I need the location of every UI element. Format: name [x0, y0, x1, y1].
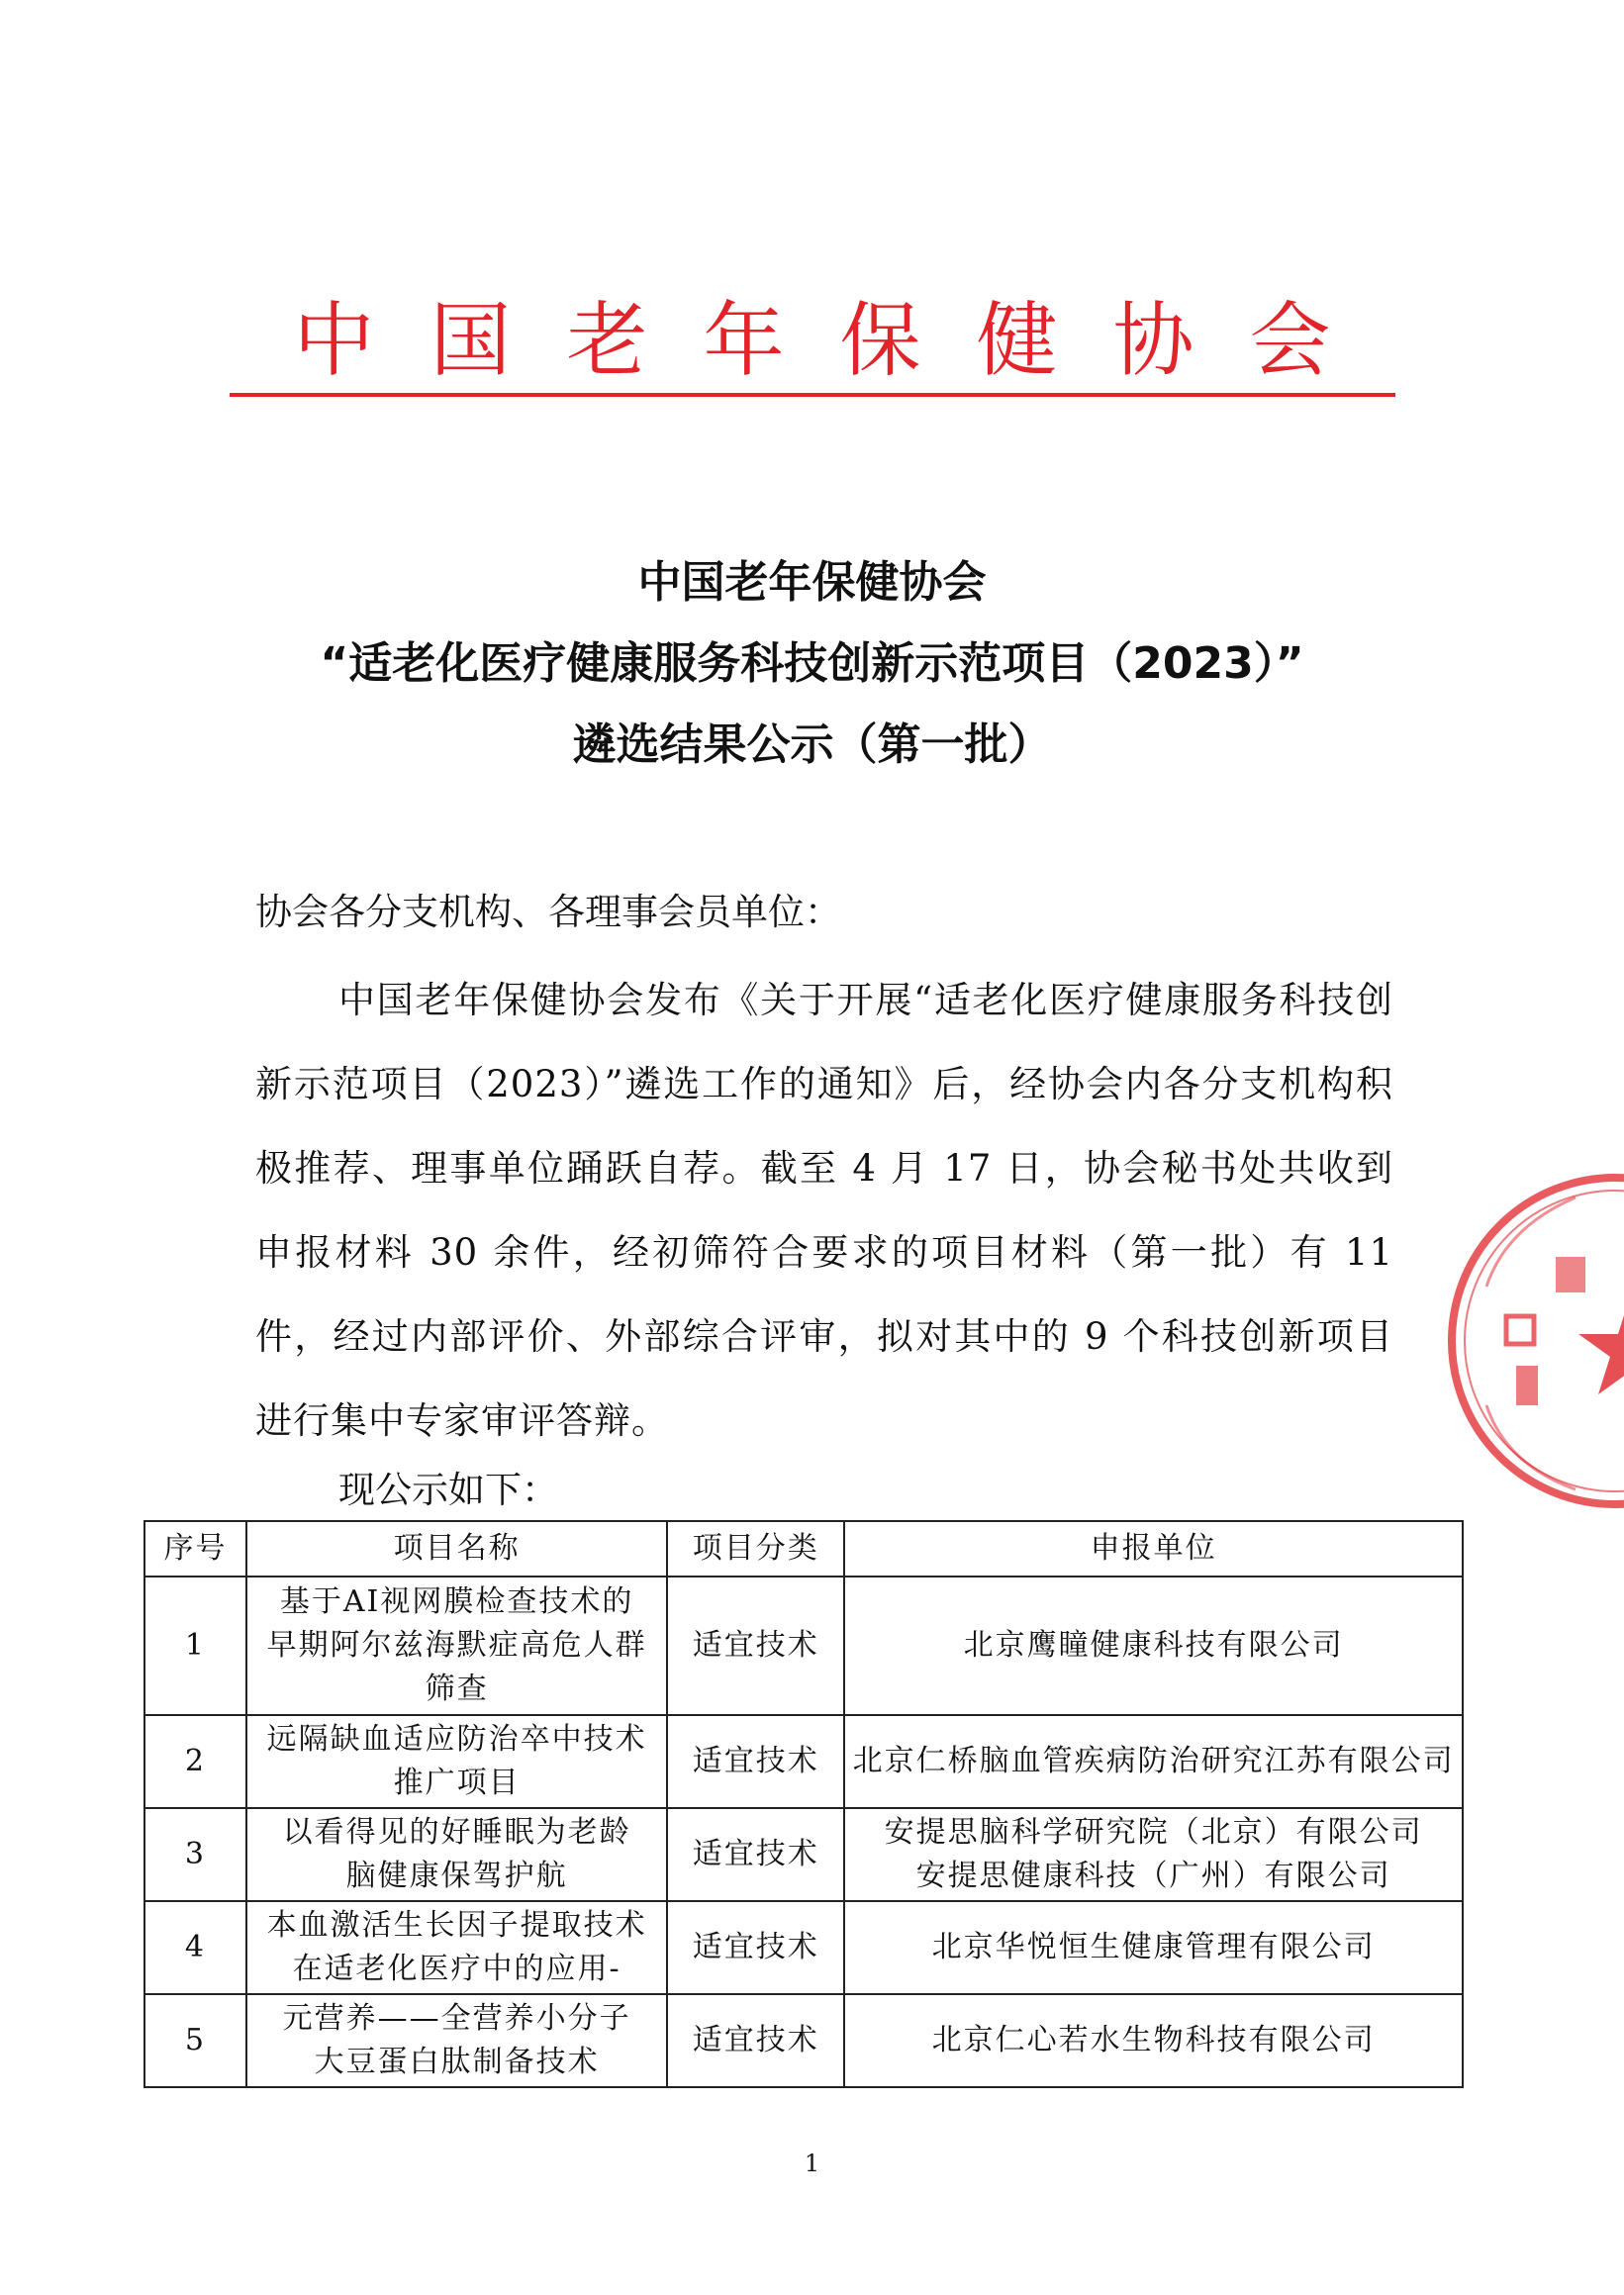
salutation: 协会各分支机构、各理事会员单位： — [255, 891, 841, 933]
cell-category: 适宜技术 — [667, 1901, 844, 1994]
cell-name-line: 远隔缺血适应防治卒中技术 — [266, 1722, 647, 1757]
cell-no: 4 — [144, 1901, 246, 1994]
cell-name-line: 元营养——全营养小分子 — [282, 2001, 631, 2036]
body-paragraph: 中国老年保健协会发布《关于开展“适老化医疗健康服务科技创新示范项目（2023）”遴选工作的通知》后，经协会内各分支机构积极推荐、理事单位踊跃自荐。截至 4 月 17 日，协会秘书处共收到申报材料 30 余件，经初筛符合要求的项目材料（第一批）有 11 件，经过内部评价、外部综合评审，拟对其中的 9 个科技创新项目进行集中专家审评答辩。 — [255, 979, 1393, 1442]
cell-unit-line: 北京仁桥脑血管疾病防治研究江苏有限公司 — [852, 1744, 1455, 1778]
cell-unit — [844, 1994, 1463, 2087]
cell-unit-line: 安提思脑科学研究院（北京）有限公司 — [884, 1815, 1423, 1850]
table-row — [144, 1577, 1463, 1715]
cell-name-line: 在适老化医疗中的应用- — [292, 1952, 621, 1986]
cell-name — [246, 1901, 667, 1994]
cell-name-line: 脑健康保驾护航 — [345, 1859, 568, 1893]
letterhead-divider — [230, 393, 1395, 397]
table-row — [144, 1994, 1463, 2087]
letterhead-org-name: 中国老年保健协会 — [293, 294, 1386, 388]
cell-name-line: 早期阿尔兹海默症高危人群 — [266, 1628, 647, 1663]
cell-category: 适宜技术 — [667, 1994, 844, 2087]
table-row — [144, 1901, 1463, 1994]
cell-no: 3 — [144, 1808, 246, 1901]
cell-unit-line: 北京仁心若水生物科技有限公司 — [931, 2023, 1376, 2057]
cell-unit — [844, 1577, 1463, 1715]
cell-unit — [844, 1715, 1463, 1808]
cell-name — [246, 1577, 667, 1715]
table-header-row — [144, 1521, 1463, 1577]
table-row — [144, 1808, 1463, 1901]
header-name: 项目名称 — [246, 1521, 667, 1577]
page-number: 1 — [804, 2150, 820, 2177]
cell-name-line: 本血激活生长因子提取技术 — [266, 1908, 647, 1943]
cell-category: 适宜技术 — [667, 1715, 844, 1808]
title-line-3: 遴选结果公示（第一批） — [572, 719, 1052, 770]
document-title — [0, 542, 1624, 786]
cell-category: 适宜技术 — [667, 1577, 844, 1715]
cell-no: 1 — [144, 1577, 246, 1715]
header-category: 项目分类 — [667, 1521, 844, 1577]
cell-unit — [844, 1808, 1463, 1901]
project-table — [143, 1520, 1464, 2088]
header-unit: 申报单位 — [844, 1521, 1463, 1577]
cell-no: 5 — [144, 1994, 246, 2087]
cell-name-line: 推广项目 — [393, 1766, 521, 1800]
cell-category: 适宜技术 — [667, 1808, 844, 1901]
table-row — [144, 1715, 1463, 1808]
title-line-1: 中国老年保健协会 — [637, 557, 987, 608]
title-line-2: “适老化医疗健康服务科技创新示范项目（2023）” — [320, 638, 1304, 689]
cell-name-line: 以看得见的好睡眠为老龄 — [282, 1815, 631, 1850]
cell-name — [246, 1715, 667, 1808]
cell-name-line: 大豆蛋白肽制备技术 — [314, 2045, 600, 2079]
cell-no: 2 — [144, 1715, 246, 1808]
cell-unit-line: 安提思健康科技（广州）有限公司 — [915, 1859, 1391, 1893]
cell-name-line: 筛查 — [425, 1672, 489, 1706]
cell-unit — [844, 1901, 1463, 1994]
cell-unit-line: 北京华悦恒生健康管理有限公司 — [931, 1930, 1376, 1964]
cell-name — [246, 1808, 667, 1901]
header-no: 序号 — [144, 1521, 246, 1577]
cell-name-line: 基于AI视网膜检查技术的 — [279, 1584, 634, 1619]
list-intro: 现公示如下： — [338, 1469, 558, 1511]
official-seal-icon — [1447, 1168, 1624, 1514]
cell-name — [246, 1994, 667, 2087]
cell-unit-line: 北京鹰瞳健康科技有限公司 — [963, 1628, 1344, 1663]
